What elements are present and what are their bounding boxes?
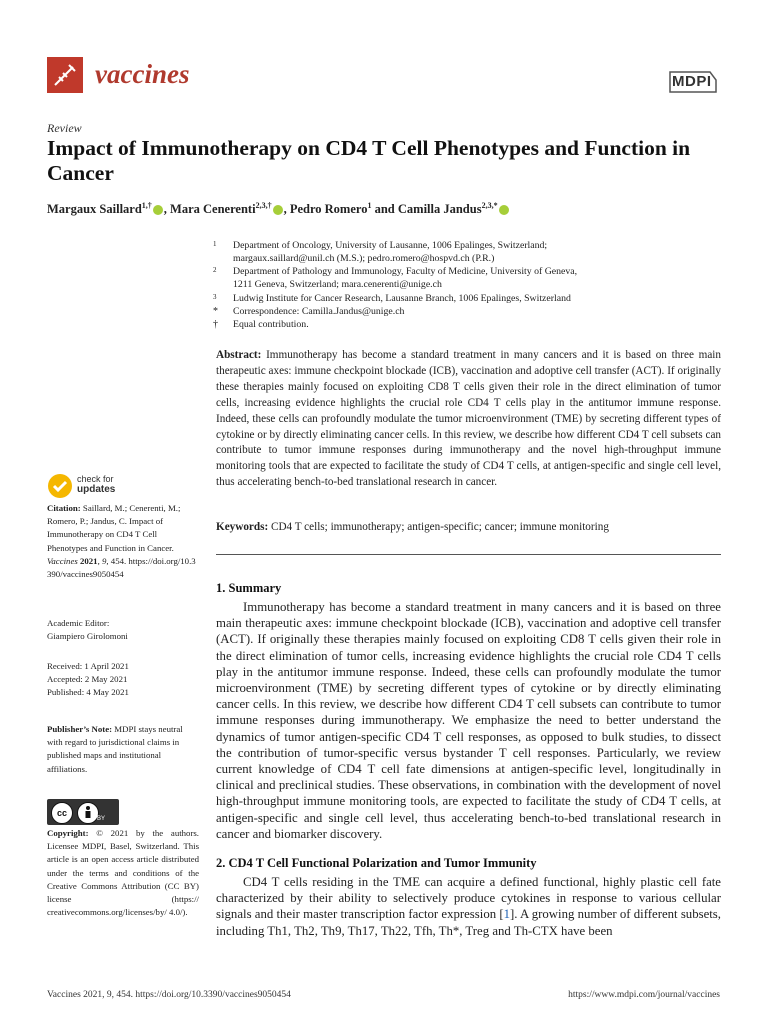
author-name[interactable]: Camilla Jandus [397, 202, 482, 217]
divider [216, 554, 721, 555]
affiliation-line: 1211 Geneva, Switzerland; mara.cenerenti@unige.ch [233, 278, 442, 290]
affiliation-line: Department of Pathology and Immunology, Faculty of Medicine, University of Geneva, [233, 266, 578, 277]
author-list [47, 201, 510, 217]
citation-year: 2021 [79, 555, 98, 566]
person-icon [77, 802, 99, 824]
affiliation-mark: 3 [213, 293, 217, 301]
orcid-icon[interactable] [499, 205, 509, 215]
academic-editor [47, 617, 199, 643]
check-for-updates-line: check for [77, 474, 114, 484]
cc-icon: cc [51, 802, 73, 824]
author-separator: , [283, 202, 290, 217]
affiliation-mark: * [213, 306, 218, 317]
author-name[interactable]: Margaux Saillard [47, 202, 142, 217]
author-affiliation-mark: 1,† [141, 201, 152, 210]
abstract [216, 348, 721, 491]
author-separator: , [163, 202, 171, 217]
note-label: Publisher’s Note: [47, 724, 113, 734]
citation-text: Saillard, M.; Cenerenti, M.; Romero, P.; Jandus, C. Impact of Immunotherapy on CD4 T Cell Phenotypes and Function in Cancer. [47, 503, 181, 553]
citation-volume: 9 [101, 555, 107, 566]
keywords-text: CD4 T cells; immunotherapy; antigen-specific; cancer; immune monitoring [271, 521, 609, 533]
citation-block: Citation: Saillard, M.; Cenerenti, M.; Romero, P.; Jandus, C. Impact of Immunotherapy on CD4 T Cell Phenotypes and Function in Cancer. Vaccines 2021, 9, 454. https://doi.org/10.3390/vaccines9050454 [47, 503, 196, 580]
copyright-text: © 2021 by the authors. Licensee MDPI, Basel, Switzerland. This article is an open access article distributed under the terms and conditions of the Creative Commons Attribution (CC BY) license (https:// creativecommons.org/licenses/by/ 4.0/). [47, 828, 200, 918]
author-affiliation-mark: 1 [367, 201, 372, 210]
copyright [47, 827, 199, 919]
article-type: Review [47, 121, 82, 135]
by-label: BY [97, 816, 106, 822]
affiliation-line: Department of Oncology, University of Lausanne, 1006 Epalinges, Switzerland; [233, 240, 548, 251]
section-heading: 1. Summary [216, 581, 282, 595]
citation-journal: Vaccines [47, 555, 78, 566]
section-body [216, 599, 721, 842]
paragraph-text: ]. A growing number of different subsets, including Th1, Th2, Th9, Th17, Th22, Tfh, Th*, Treg and Th-CTX have been [216, 907, 721, 938]
paragraph [216, 874, 721, 939]
affiliation-mark: 2 [213, 266, 217, 274]
author-name[interactable]: Pedro Romero [289, 202, 368, 217]
author-affiliation-mark: 2,3,† [255, 201, 272, 210]
section-body [216, 874, 721, 939]
dates [47, 660, 199, 700]
affiliation-mark: 1 [213, 240, 217, 248]
cc-by-license-badge[interactable] [47, 799, 119, 825]
abstract-text: Immunotherapy has become a standard treatment in many cancers and it is based on three main therapeutic axes: immune checkpoint blockade (ICB), vaccination and adoptive cell transfer (ACT). If originally these therapies mainly focused on exploiting CD8 T cells given their role in the direct elimination of tumor cells, increasing evidence highlights the crucial role CD4 T cells play in the antitumor immune response. Indeed, these cells can profoundly modulate the tumor microenvironment (TME) by secreting different types of cytokine or by directly eliminating cancer cells. In this review, we describe how different CD4 T cell subsets can contribute to tumor immune responses during immunotherapy and the novel high-throughput immune monitoring tools that are expected to facilitate the study of CD4 T cells, at antigen-specific and single cell level, thus accelerating bench-to-bed translational research in cancer. [216, 349, 722, 489]
editor-label: Academic Editor: [47, 618, 110, 628]
published-date: Published: 4 May 2021 [47, 687, 129, 698]
affiliation-line: Ludwig Institute for Cancer Research, Lausanne Branch, 1006 Epalinges, Switzerland [233, 293, 571, 304]
note-text: MDPI stays neutral with regard to jurisdictional claims in published maps and institutional affiliations. [47, 724, 183, 774]
reference-link[interactable]: 1 [503, 907, 511, 922]
journal-name[interactable]: vaccines [95, 59, 190, 89]
keywords [216, 521, 721, 533]
author-separator: and [371, 202, 398, 217]
check-for-updates-line: updates [77, 484, 116, 495]
footer-journal-link[interactable]: https://www.mdpi.com/journal/vaccines [568, 990, 720, 1000]
check-for-updates-icon[interactable] [47, 473, 73, 499]
publisher-name: MDPI [672, 73, 712, 90]
affiliation-line[interactable]: Correspondence: Camilla.Jandus@unige.ch [233, 306, 405, 317]
publisher-logo[interactable] [666, 66, 720, 96]
citation-doi-link[interactable]: https://doi.org/10.3390/vaccines9050454 [47, 555, 196, 580]
keywords-label: Keywords: [216, 521, 269, 533]
affiliation-line: margaux.saillard@unil.ch (M.S.); pedro.romero@hospvd.ch (P.R.) [233, 252, 495, 264]
author-affiliation-mark: 2,3,* [481, 201, 498, 210]
journal-logo [47, 57, 83, 93]
publisher-note [47, 723, 199, 776]
accepted-date: Accepted: 2 May 2021 [47, 674, 128, 685]
copyright-label: Copyright: [47, 828, 89, 838]
abstract-label: Abstract: [216, 349, 262, 361]
editor-name: Giampiero Girolomoni [47, 631, 128, 642]
affiliation-mark: † [213, 319, 218, 330]
affiliation-line: Equal contribution. [233, 319, 309, 330]
syringe-icon [47, 57, 83, 93]
paragraph: Immunotherapy has become a standard treatment in many cancers and it is based on three main therapeutic axes: immune checkpoint blockade (ICB), vaccination and adoptive cell transfer (ACT). If originally these therapies mainly focused on exploiting CD8 T cells given their role in the direct elimination of tumor cells, increasing evidence highlights the crucial role CD4 T cells play in the antitumor immune response. Indeed, these cells can profoundly modulate the tumor microenvironment (TME) by secreting different types of cytokine or by directly eliminating cancer cells. In this review, we describe how different CD4 T cell subsets can contribute to tumor immune responses during immunotherapy. We emphasize the need to better understand the dynamics of tumor antigen-specific CD4 T cell responses, as opposed to bulk studies, to dissect the contribution of tumor-specific versus bystander T cell responses. Particularly, we review current knowledge of CD4 T cell fate dimensions at antigen-specific level, longitudinally in clinical and preclinical studies. These observations, in combination with the development of novel high-throughput immune monitoring tools, are expected to facilitate the study of CD4 T cells, at antigen-specific and single cell level, thus accelerating bench-to-bed translational research in cancer and biomarker discovery. [216, 600, 721, 841]
article-title: Impact of Immunotherapy on CD4 T Cell Phenotypes and Function in Cancer [47, 136, 691, 185]
footer-citation[interactable]: Vaccines 2021, 9, 454. https://doi.org/10.3390/vaccines9050454 [47, 990, 291, 1000]
citation-page: , 454. [106, 555, 127, 566]
author-name[interactable]: Mara Cenerenti [170, 202, 256, 217]
section-heading: 2. CD4 T Cell Functional Polarization and Tumor Immunity [216, 856, 537, 870]
paragraph-text: CD4 T cells residing in the TME can acquire a defined functional, highly plastic cell fate characterized by their ability to selectively produce cytokines in response to various cellular signals and their master transcription factor expression [ [216, 875, 721, 922]
check-for-updates[interactable] [77, 474, 115, 495]
received-date: Received: 1 April 2021 [47, 661, 129, 671]
orcid-icon[interactable] [273, 205, 283, 215]
citation-label: Citation: [47, 503, 81, 513]
orcid-icon[interactable] [153, 205, 163, 215]
